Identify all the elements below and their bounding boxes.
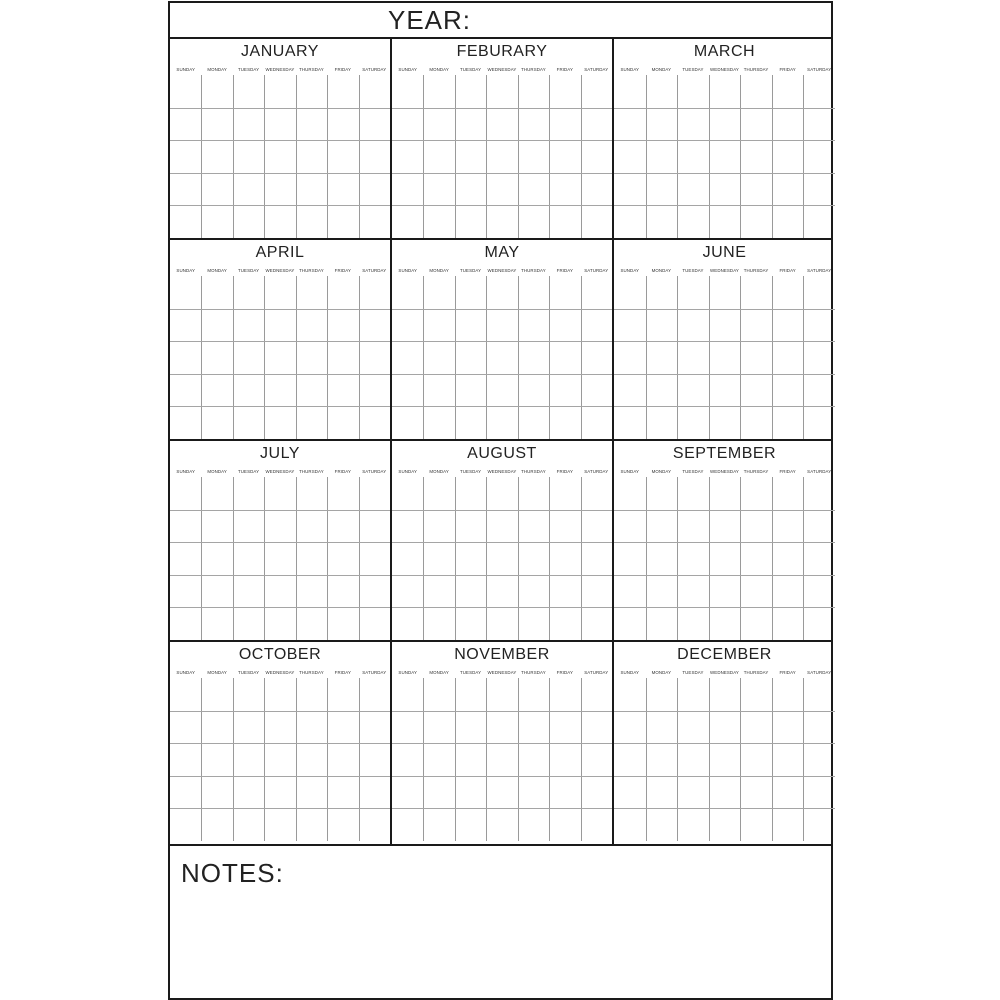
month-title: OCTOBER — [238, 646, 322, 663]
weekday-label: SATURDAY — [584, 67, 609, 72]
grid-vertical-line — [709, 75, 710, 238]
day-cells — [392, 276, 612, 439]
weekday-label: THURSDAY — [521, 670, 546, 675]
month-panel-march — [614, 39, 835, 238]
grid-horizontal-line — [170, 173, 390, 174]
grid-vertical-line — [740, 477, 741, 640]
weekday-label: SUNDAY — [176, 67, 195, 72]
weekday-label: MONDAY — [207, 67, 227, 72]
grid-vertical-line — [486, 276, 487, 439]
weekday-label: FRIDAY — [556, 469, 574, 474]
grid-horizontal-line — [170, 341, 390, 342]
grid-vertical-line — [423, 75, 424, 238]
year-label: YEAR: — [388, 5, 472, 35]
weekday-label: WEDNESDAY — [265, 67, 295, 72]
weekday-label: THURSDAY — [299, 67, 324, 72]
grid-vertical-line — [740, 678, 741, 841]
grid-vertical-line — [581, 75, 582, 238]
weekday-label: THURSDAY — [743, 469, 769, 474]
grid-horizontal-line — [392, 743, 612, 744]
grid-vertical-line — [455, 477, 456, 640]
grid-horizontal-line — [170, 808, 390, 809]
grid-horizontal-line — [392, 374, 612, 375]
weekday-label: TUESDAY — [459, 469, 482, 474]
year-header — [170, 3, 831, 39]
grid-vertical-line — [709, 678, 710, 841]
grid-vertical-line — [709, 477, 710, 640]
weekday-label: SUNDAY — [398, 469, 417, 474]
weekday-label: THURSDAY — [521, 67, 546, 72]
weekday-label: THURSDAY — [743, 67, 769, 72]
grid-vertical-line — [803, 75, 804, 238]
panel-divider-vertical — [612, 39, 614, 844]
weekday-label: SUNDAY — [620, 469, 640, 474]
grid-horizontal-line — [170, 374, 390, 375]
notes-label: NOTES: — [181, 858, 284, 888]
weekday-header-row — [614, 469, 835, 477]
grid-vertical-line — [296, 477, 297, 640]
weekday-label: SATURDAY — [807, 469, 832, 474]
weekday-header-row — [170, 469, 390, 477]
weekday-label: TUESDAY — [682, 67, 704, 72]
weekday-label: FRIDAY — [779, 469, 796, 474]
day-cells — [392, 678, 612, 841]
grid-horizontal-line — [170, 743, 390, 744]
weekday-label: TUESDAY — [682, 670, 704, 675]
weekday-label: MONDAY — [429, 670, 449, 675]
grid-vertical-line — [359, 678, 360, 841]
weekday-label: WEDNESDAY — [487, 268, 517, 273]
grid-vertical-line — [772, 477, 773, 640]
month-title: AUGUST — [467, 445, 537, 462]
grid-vertical-line — [549, 276, 550, 439]
grid-horizontal-line — [614, 776, 835, 777]
weekday-label: FRIDAY — [779, 67, 796, 72]
grid-vertical-line — [803, 276, 804, 439]
grid-vertical-line — [581, 477, 582, 640]
weekday-label: WEDNESDAY — [265, 268, 295, 273]
weekday-label: SATURDAY — [584, 469, 609, 474]
month-panel-june — [614, 240, 835, 439]
grid-vertical-line — [646, 678, 647, 841]
grid-vertical-line — [740, 276, 741, 439]
grid-horizontal-line — [392, 542, 612, 543]
grid-vertical-line — [581, 678, 582, 841]
weekday-label: FRIDAY — [334, 670, 352, 675]
weekday-label: TUESDAY — [237, 67, 260, 72]
grid-horizontal-line — [170, 205, 390, 206]
grid-horizontal-line — [392, 341, 612, 342]
month-panel-feburary — [392, 39, 612, 238]
weekday-header-row — [392, 670, 612, 678]
grid-vertical-line — [455, 276, 456, 439]
month-panel-december — [614, 642, 835, 841]
grid-horizontal-line — [170, 575, 390, 576]
grid-horizontal-line — [392, 808, 612, 809]
grid-vertical-line — [296, 678, 297, 841]
grid-vertical-line — [549, 678, 550, 841]
grid-vertical-line — [201, 75, 202, 238]
weekday-label: TUESDAY — [682, 469, 704, 474]
grid-vertical-line — [549, 477, 550, 640]
month-title: JUNE — [702, 244, 747, 261]
grid-horizontal-line — [614, 173, 835, 174]
weekday-label: WEDNESDAY — [487, 670, 517, 675]
month-panel-may — [392, 240, 612, 439]
weekday-label: TUESDAY — [237, 469, 260, 474]
grid-vertical-line — [327, 477, 328, 640]
grid-horizontal-line — [392, 309, 612, 310]
weekday-label: MONDAY — [651, 469, 672, 474]
weekday-label: FRIDAY — [556, 268, 574, 273]
weekday-label: THURSDAY — [299, 469, 324, 474]
grid-vertical-line — [264, 477, 265, 640]
weekday-label: FRIDAY — [779, 268, 796, 273]
grid-horizontal-line — [392, 607, 612, 608]
month-title: JANUARY — [241, 43, 319, 60]
grid-horizontal-line — [614, 309, 835, 310]
month-title: APRIL — [255, 244, 305, 261]
grid-vertical-line — [518, 75, 519, 238]
grid-horizontal-line — [614, 607, 835, 608]
grid-horizontal-line — [614, 140, 835, 141]
weekday-label: SUNDAY — [620, 268, 640, 273]
weekday-label: MONDAY — [207, 670, 227, 675]
grid-vertical-line — [423, 477, 424, 640]
weekday-label: SATURDAY — [807, 670, 832, 675]
grid-horizontal-line — [170, 406, 390, 407]
weekday-label: SUNDAY — [398, 67, 417, 72]
weekday-label: MONDAY — [429, 67, 449, 72]
month-title: MARCH — [693, 43, 756, 60]
month-title: SEPTEMBER — [672, 445, 777, 462]
weekday-label: SUNDAY — [176, 670, 195, 675]
grid-horizontal-line — [614, 341, 835, 342]
day-cells — [614, 477, 835, 640]
grid-horizontal-line — [392, 406, 612, 407]
grid-vertical-line — [740, 75, 741, 238]
month-title: DECEMBER — [677, 646, 772, 663]
weekday-label: SATURDAY — [362, 268, 387, 273]
month-title: FEBURARY — [456, 43, 548, 60]
grid-vertical-line — [518, 276, 519, 439]
grid-horizontal-line — [614, 575, 835, 576]
grid-vertical-line — [296, 276, 297, 439]
grid-vertical-line — [581, 276, 582, 439]
weekday-label: MONDAY — [429, 268, 449, 273]
grid-vertical-line — [423, 678, 424, 841]
grid-horizontal-line — [392, 776, 612, 777]
day-cells — [614, 678, 835, 841]
grid-vertical-line — [359, 276, 360, 439]
panel-divider-horizontal — [170, 439, 831, 441]
grid-horizontal-line — [614, 808, 835, 809]
weekday-label: SATURDAY — [584, 670, 609, 675]
grid-vertical-line — [201, 477, 202, 640]
grid-vertical-line — [803, 477, 804, 640]
grid-horizontal-line — [614, 510, 835, 511]
day-cells — [170, 75, 390, 238]
grid-vertical-line — [772, 276, 773, 439]
grid-vertical-line — [772, 75, 773, 238]
weekday-header-row — [170, 670, 390, 678]
weekday-label: TUESDAY — [459, 67, 482, 72]
grid-vertical-line — [327, 75, 328, 238]
grid-horizontal-line — [392, 108, 612, 109]
grid-horizontal-line — [170, 542, 390, 543]
grid-horizontal-line — [392, 140, 612, 141]
yearly-planner — [168, 1, 833, 1000]
weekday-label: WEDNESDAY — [710, 67, 739, 72]
grid-horizontal-line — [170, 776, 390, 777]
grid-vertical-line — [296, 75, 297, 238]
grid-vertical-line — [646, 75, 647, 238]
weekday-label: THURSDAY — [299, 268, 324, 273]
grid-horizontal-line — [170, 309, 390, 310]
grid-horizontal-line — [170, 607, 390, 608]
grid-vertical-line — [646, 477, 647, 640]
grid-vertical-line — [264, 75, 265, 238]
month-title: MAY — [484, 244, 520, 261]
grid-horizontal-line — [614, 711, 835, 712]
month-grid — [170, 39, 831, 844]
grid-vertical-line — [772, 678, 773, 841]
month-panel-september — [614, 441, 835, 640]
month-panel-april — [170, 240, 390, 439]
grid-horizontal-line — [392, 510, 612, 511]
month-panel-august — [392, 441, 612, 640]
weekday-label: SATURDAY — [807, 268, 832, 273]
grid-vertical-line — [677, 75, 678, 238]
grid-horizontal-line — [170, 711, 390, 712]
grid-vertical-line — [233, 477, 234, 640]
weekday-label: TUESDAY — [682, 268, 704, 273]
grid-vertical-line — [264, 276, 265, 439]
grid-vertical-line — [359, 477, 360, 640]
day-cells — [392, 477, 612, 640]
panel-divider-vertical — [390, 39, 392, 844]
panel-divider-horizontal — [170, 238, 831, 240]
grid-vertical-line — [327, 678, 328, 841]
weekday-label: SUNDAY — [398, 268, 417, 273]
weekday-label: THURSDAY — [521, 469, 546, 474]
weekday-header-row — [170, 268, 390, 276]
grid-vertical-line — [327, 276, 328, 439]
grid-vertical-line — [677, 678, 678, 841]
grid-vertical-line — [423, 276, 424, 439]
grid-vertical-line — [646, 276, 647, 439]
weekday-label: TUESDAY — [459, 268, 482, 273]
grid-vertical-line — [518, 678, 519, 841]
grid-horizontal-line — [614, 205, 835, 206]
notes-area — [170, 844, 831, 1000]
weekday-label: SUNDAY — [398, 670, 417, 675]
grid-vertical-line — [264, 678, 265, 841]
panel-divider-horizontal — [170, 640, 831, 642]
weekday-label: SUNDAY — [176, 268, 195, 273]
day-cells — [614, 75, 835, 238]
weekday-header-row — [392, 67, 612, 75]
grid-horizontal-line — [614, 374, 835, 375]
day-cells — [170, 678, 390, 841]
weekday-label: TUESDAY — [237, 268, 260, 273]
grid-horizontal-line — [392, 711, 612, 712]
weekday-header-row — [392, 268, 612, 276]
month-panel-november — [392, 642, 612, 841]
grid-vertical-line — [486, 477, 487, 640]
weekday-label: MONDAY — [651, 670, 672, 675]
weekday-label: MONDAY — [207, 469, 227, 474]
weekday-label: WEDNESDAY — [710, 469, 739, 474]
weekday-label: MONDAY — [651, 67, 672, 72]
weekday-label: FRIDAY — [334, 469, 352, 474]
grid-vertical-line — [233, 678, 234, 841]
weekday-label: SUNDAY — [620, 67, 640, 72]
month-panel-july — [170, 441, 390, 640]
weekday-label: SATURDAY — [362, 469, 387, 474]
grid-horizontal-line — [392, 173, 612, 174]
weekday-header-row — [170, 67, 390, 75]
grid-vertical-line — [201, 678, 202, 841]
grid-vertical-line — [677, 276, 678, 439]
weekday-header-row — [614, 67, 835, 75]
weekday-label: MONDAY — [429, 469, 449, 474]
grid-vertical-line — [233, 276, 234, 439]
day-cells — [392, 75, 612, 238]
day-cells — [614, 276, 835, 439]
weekday-label: FRIDAY — [779, 670, 796, 675]
weekday-label: MONDAY — [651, 268, 672, 273]
weekday-label: SATURDAY — [807, 67, 832, 72]
weekday-label: FRIDAY — [334, 268, 352, 273]
grid-horizontal-line — [170, 140, 390, 141]
weekday-label: WEDNESDAY — [710, 670, 739, 675]
grid-vertical-line — [233, 75, 234, 238]
grid-vertical-line — [486, 678, 487, 841]
grid-vertical-line — [201, 276, 202, 439]
grid-vertical-line — [359, 75, 360, 238]
weekday-label: THURSDAY — [521, 268, 546, 273]
grid-horizontal-line — [614, 743, 835, 744]
grid-horizontal-line — [614, 108, 835, 109]
month-title: JULY — [260, 445, 300, 462]
grid-vertical-line — [518, 477, 519, 640]
day-cells — [170, 276, 390, 439]
weekday-label: FRIDAY — [556, 67, 574, 72]
weekday-label: WEDNESDAY — [487, 469, 517, 474]
grid-vertical-line — [486, 75, 487, 238]
grid-vertical-line — [455, 75, 456, 238]
month-panel-october — [170, 642, 390, 841]
grid-vertical-line — [549, 75, 550, 238]
month-title: NOVEMBER — [454, 646, 550, 663]
day-cells — [170, 477, 390, 640]
weekday-header-row — [392, 469, 612, 477]
weekday-label: SATURDAY — [362, 67, 387, 72]
grid-horizontal-line — [170, 108, 390, 109]
weekday-label: SUNDAY — [176, 469, 195, 474]
weekday-label: SATURDAY — [584, 268, 609, 273]
weekday-label: TUESDAY — [237, 670, 260, 675]
weekday-label: WEDNESDAY — [710, 268, 739, 273]
weekday-label: THURSDAY — [743, 670, 769, 675]
weekday-label: WEDNESDAY — [487, 67, 517, 72]
weekday-label: WEDNESDAY — [265, 670, 295, 675]
grid-horizontal-line — [170, 510, 390, 511]
weekday-label: SUNDAY — [620, 670, 640, 675]
grid-vertical-line — [709, 276, 710, 439]
weekday-label: THURSDAY — [743, 268, 769, 273]
grid-vertical-line — [803, 678, 804, 841]
weekday-label: FRIDAY — [334, 67, 352, 72]
weekday-label: TUESDAY — [459, 670, 482, 675]
grid-horizontal-line — [392, 205, 612, 206]
month-panel-january — [170, 39, 390, 238]
weekday-header-row — [614, 268, 835, 276]
grid-vertical-line — [677, 477, 678, 640]
weekday-label: MONDAY — [207, 268, 227, 273]
weekday-label: FRIDAY — [556, 670, 574, 675]
grid-vertical-line — [455, 678, 456, 841]
weekday-label: THURSDAY — [299, 670, 324, 675]
weekday-label: SATURDAY — [362, 670, 387, 675]
grid-horizontal-line — [614, 406, 835, 407]
grid-horizontal-line — [392, 575, 612, 576]
weekday-header-row — [614, 670, 835, 678]
grid-horizontal-line — [614, 542, 835, 543]
weekday-label: WEDNESDAY — [265, 469, 295, 474]
